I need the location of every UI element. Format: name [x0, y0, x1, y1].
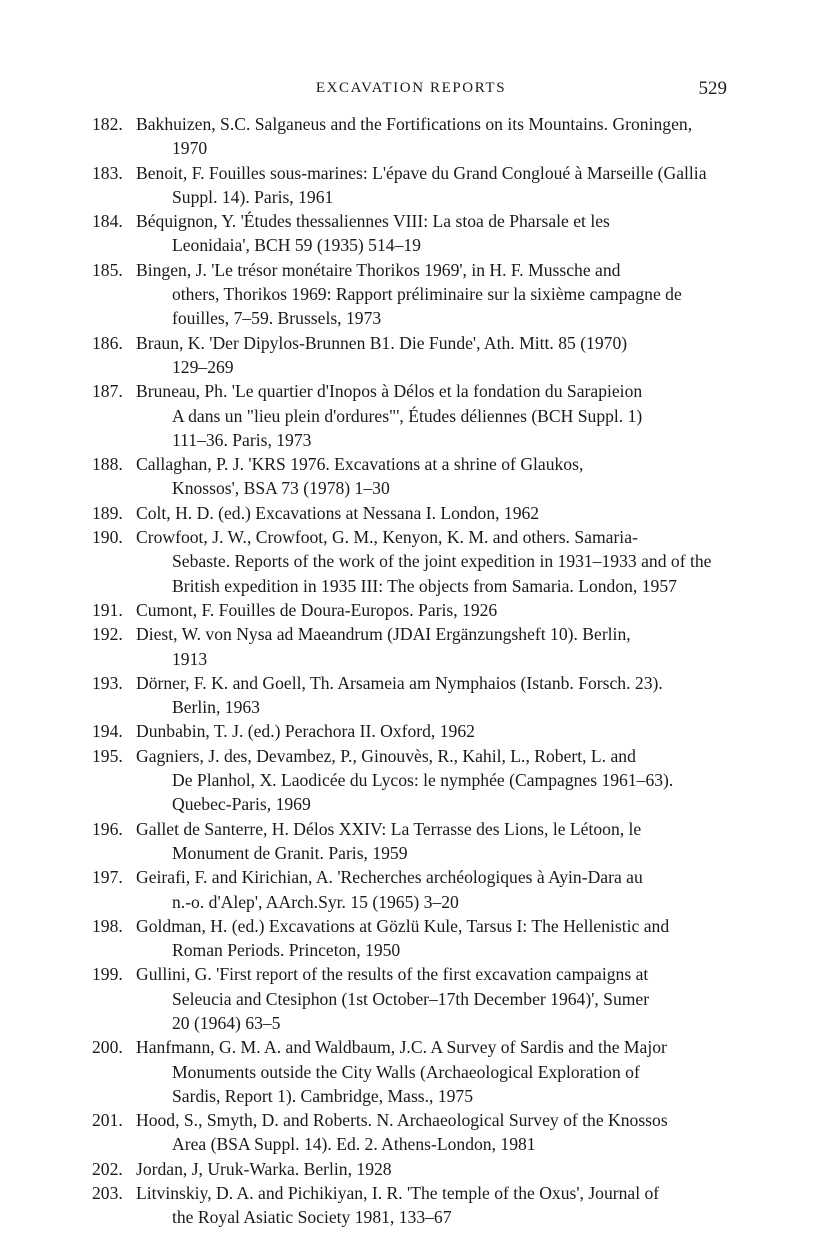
entry-number: 197. — [92, 867, 123, 888]
entry-citation — [136, 865, 727, 914]
citation-continuation-line: Roman Periods. Princeton, 1950 — [172, 940, 401, 961]
bibliography-entry — [92, 112, 727, 161]
citation-continuation-line: 129–269 — [172, 356, 234, 377]
entry-citation — [136, 209, 727, 258]
bibliography-entry — [92, 452, 727, 501]
entry-number: 193. — [92, 672, 123, 693]
entry-number: 182. — [92, 114, 123, 134]
entry-citation — [136, 1035, 727, 1108]
citation-continuation-line: Suppl. 14). Paris, 1961 — [172, 186, 334, 207]
citation-first-line: Béquignon, Y. 'Études thessaliennes VIII: La stoa de Pharsale et les — [136, 211, 610, 232]
citation-first-line: Bruneau, Ph. 'Le quartier d'Inopos à Délos et la fondation du Sarapieion — [136, 381, 643, 402]
citation-continuation-line: 111–36. Paris, 1973 — [172, 429, 312, 450]
bibliography-entry — [92, 1108, 727, 1157]
citation-first-line: Colt, H. D. (ed.) Excavations at Nessana I. London, 1962 — [136, 502, 540, 523]
entry-citation — [136, 1157, 727, 1181]
entry-number: 186. — [92, 332, 123, 353]
bibliography-entry — [92, 671, 727, 720]
citation-first-line: Benoit, F. Fouilles sous-marines: L'épave du Grand Congloué à Marseille (Gallia — [136, 162, 707, 183]
citation-continuation-line: Monuments outside the City Walls (Archaeological Exploration of — [172, 1061, 640, 1082]
citation-continuation-line: the Royal Asiatic Society 1981, 133–67 — [172, 1207, 452, 1228]
citation-first-line: Litvinskiy, D. A. and Pichikiyan, I. R. 'The temple of the Oxus', Journal of — [136, 1183, 660, 1204]
entry-number: 188. — [92, 454, 123, 475]
citation-first-line: Bakhuizen, S.C. Salganeus and the Fortifications on its Mountains. Groningen, — [136, 114, 693, 134]
citation-first-line: Dunbabin, T. J. (ed.) Perachora II. Oxford, 1962 — [136, 721, 475, 742]
entry-citation — [136, 525, 727, 598]
citation-continuation-line: 20 (1964) 63–5 — [172, 1012, 281, 1033]
entry-citation — [136, 719, 727, 743]
citation-first-line: Dörner, F. K. and Goell, Th. Arsameia am Nymphaios (Istanb. Forsch. 23). — [136, 672, 663, 693]
bibliography-entry — [92, 962, 727, 1035]
entry-number: 191. — [92, 599, 123, 620]
entry-citation — [136, 817, 727, 866]
entry-number: 184. — [92, 211, 123, 232]
citation-continuation-line: Knossos', BSA 73 (1978) 1–30 — [172, 478, 390, 499]
entry-citation — [136, 501, 727, 525]
citation-continuation-line: Sardis, Report 1). Cambridge, Mass., 1975 — [172, 1085, 474, 1106]
entry-citation — [136, 258, 727, 331]
citation-continuation-line: Sebaste. Reports of the work of the joint expedition in 1931–1933 and of the — [172, 551, 712, 572]
citation-first-line: Geirafi, F. and Kirichian, A. 'Recherches archéologiques à Ayin-Dara au — [136, 867, 643, 888]
entry-citation — [136, 962, 727, 1035]
bibliography-entry — [92, 209, 727, 258]
bibliography-entry — [92, 1181, 727, 1230]
bibliography-entry — [92, 379, 727, 452]
citation-first-line: Jordan, J, Uruk-Warka. Berlin, 1928 — [136, 1158, 392, 1179]
citation-first-line: Braun, K. 'Der Dipylos-Brunnen B1. Die Funde', Ath. Mitt. 85 (1970) — [136, 332, 628, 353]
running-title: EXCAVATION REPORTS — [315, 80, 507, 96]
entry-number: 185. — [92, 259, 123, 280]
entry-number: 192. — [92, 624, 123, 645]
entry-citation — [136, 1181, 727, 1230]
citation-first-line: Goldman, H. (ed.) Excavations at Gözlü Kule, Tarsus I: The Hellenistic and — [136, 915, 670, 936]
entry-citation — [136, 112, 727, 161]
entry-number: 183. — [92, 162, 123, 183]
bibliography-list — [92, 112, 727, 1230]
bibliography-entry — [92, 161, 727, 210]
citation-first-line: Bingen, J. 'Le trésor monétaire Thorikos 1969', in H. F. Mussche and — [136, 259, 621, 280]
entry-citation — [136, 598, 727, 622]
entry-number: 198. — [92, 915, 123, 936]
citation-continuation-line: n.-o. d'Alep', AArch.Syr. 15 (1965) 3–20 — [172, 891, 459, 912]
bibliography-entry — [92, 525, 727, 598]
entry-number: 202. — [92, 1158, 123, 1179]
entry-citation — [136, 622, 727, 671]
entry-citation — [136, 744, 727, 817]
bibliography-entry — [92, 1035, 727, 1108]
entry-number: 190. — [92, 527, 123, 548]
bibliography-entry — [92, 865, 727, 914]
bibliography-entry — [92, 622, 727, 671]
entry-citation — [136, 379, 727, 452]
citation-continuation-line: 1913 — [172, 648, 208, 669]
entry-number: 189. — [92, 502, 123, 523]
citation-continuation-line: Leonidaia', BCH 59 (1935) 514–19 — [172, 235, 421, 256]
entry-number: 187. — [92, 381, 123, 402]
entry-number: 195. — [92, 745, 123, 766]
citation-first-line: Gallet de Santerre, H. Délos XXIV: La Terrasse des Lions, le Létoon, le — [136, 818, 642, 839]
entry-number: 200. — [92, 1037, 123, 1058]
citation-continuation-line: Monument de Granit. Paris, 1959 — [172, 842, 408, 863]
entry-number: 194. — [92, 721, 123, 742]
entry-number: 203. — [92, 1183, 123, 1204]
bibliography-entry — [92, 744, 727, 817]
citation-continuation-line: Berlin, 1963 — [172, 697, 260, 718]
citation-continuation-line: fouilles, 7–59. Brussels, 1973 — [172, 308, 382, 329]
citation-first-line: Hanfmann, G. M. A. and Waldbaum, J.C. A Survey of Sardis and the Major — [136, 1037, 667, 1058]
entry-number: 199. — [92, 964, 123, 985]
citation-first-line: Crowfoot, J. W., Crowfoot, G. M., Kenyon, K. M. and others. Samaria- — [136, 527, 638, 548]
entry-citation — [136, 914, 727, 963]
entry-number: 201. — [92, 1110, 123, 1131]
citation-first-line: Diest, W. von Nysa ad Maeandrum (JDAI Ergänzungsheft 10). Berlin, — [136, 624, 631, 645]
citation-first-line: Gagniers, J. des, Devambez, P., Ginouvès, R., Kahil, L., Robert, L. and — [136, 745, 636, 766]
bibliography-entry — [92, 258, 727, 331]
citation-continuation-line: Area (BSA Suppl. 14). Ed. 2. Athens-London, 1981 — [172, 1134, 536, 1155]
citation-continuation-line: A dans un "lieu plein d'ordures"', Études déliennes (BCH Suppl. 1) — [172, 405, 643, 426]
entry-number: 196. — [92, 818, 123, 839]
bibliography-entry — [92, 331, 727, 380]
citation-first-line: Gullini, G. 'First report of the results of the first excavation campaigns at — [136, 964, 649, 985]
bibliography-entry — [92, 598, 727, 622]
bibliography-entry — [92, 817, 727, 866]
citation-continuation-line: De Planhol, X. Laodicée du Lycos: le nymphée (Campagnes 1961–63). — [172, 770, 674, 791]
bibliography-entry — [92, 1157, 727, 1181]
citation-continuation-line: British expedition in 1935 III: The objects from Samaria. London, 1957 — [172, 575, 677, 596]
bibliography-entry — [92, 719, 727, 743]
citation-first-line: Callaghan, P. J. 'KRS 1976. Excavations at a shrine of Glaukos, — [136, 454, 584, 475]
entry-citation — [136, 161, 727, 210]
citation-continuation-line: Seleucia and Ctesiphon (1st October–17th December 1964)', Sumer — [172, 988, 650, 1009]
entry-citation — [136, 331, 727, 380]
bibliography-entry — [92, 914, 727, 963]
bibliography-entry — [92, 501, 727, 525]
citation-continuation-line: Quebec-Paris, 1969 — [172, 794, 311, 815]
page-number: 529 — [698, 78, 727, 99]
running-head — [0, 78, 822, 104]
entry-citation — [136, 452, 727, 501]
citation-first-line: Cumont, F. Fouilles de Doura-Europos. Paris, 1926 — [136, 599, 498, 620]
citation-continuation-line: others, Thorikos 1969: Rapport préliminaire sur la sixième campagne de — [172, 284, 682, 305]
citation-continuation-line: 1970 — [172, 138, 208, 159]
citation-first-line: Hood, S., Smyth, D. and Roberts. N. Archaeological Survey of the Knossos — [136, 1110, 668, 1131]
entry-citation — [136, 1108, 727, 1157]
entry-citation — [136, 671, 727, 720]
